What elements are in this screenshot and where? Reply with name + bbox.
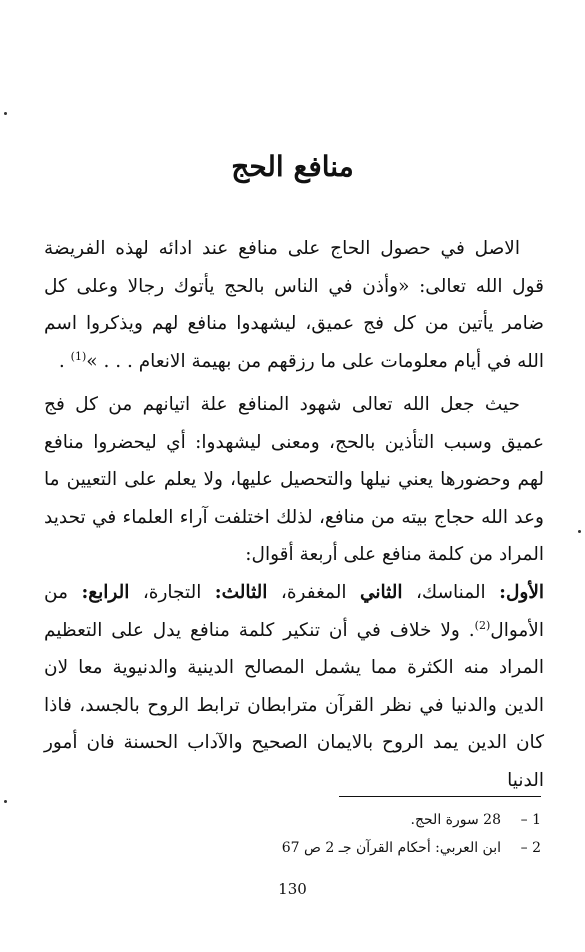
footnote-number: 1 – <box>520 812 541 828</box>
opinion-label-first: الأول: <box>499 582 545 603</box>
opinion-label-third: الثالث: <box>214 582 268 603</box>
opinion-label-fourth: الرابع: <box>81 582 130 603</box>
footnote-text: 28 سورة الحج. <box>410 812 501 828</box>
scan-speck <box>578 530 581 533</box>
footnote-divider <box>339 796 541 797</box>
opinion-text-fourth: من الأموال <box>44 582 544 641</box>
paragraph-opinions <box>44 574 544 799</box>
opinion-label-second: الثاني <box>359 582 403 603</box>
paragraph-end: . <box>58 350 71 372</box>
opinion-text-second: المغفرة، <box>267 582 360 603</box>
footnote-ref-2: (2) <box>474 618 491 632</box>
paragraph-quran-verse <box>44 230 544 380</box>
footnote-item <box>141 834 541 862</box>
opinion-text-third: التجارة، <box>129 582 215 603</box>
page-number: 130 <box>278 880 307 898</box>
footnote-item <box>141 806 541 834</box>
paragraph-explanation: حيث جعل الله تعالى شهود المنافع علة اتيانهم من كل فج عميق وسبب التأذين بالحج، ومعنى ليشهدوا: أي ليحضروا منافع لهم وحضورها يعني نيلها والتحصيل عليها، ولا يعلم على التعيين ما وعد الله حجاج بيته من منافع، لذلك اختلفت آراء العلماء في تحديد المراد من كلمة منافع على أربعة أقوال: <box>44 394 544 565</box>
page-title: منافع الحج <box>231 150 354 183</box>
opinion-text-first: المناسك، <box>402 582 500 603</box>
footnotes <box>141 806 541 862</box>
paragraph-text: الاصل في حصول الحاج على منافع عند ادائه لهذه الفريضة قول الله تعالى: «وأذن في الناس بالحج يأتوك رجالا وعلى كل ضامر يأتين من كل فج عميق، ليشهدوا منافع لهم ويذكروا اسم الله في أيام معلومات على ما رزقهم من بهيمة الانعام . . . » <box>44 238 544 372</box>
scan-speck <box>4 112 7 115</box>
footnote-text: ابن العربي: أحكام القرآن جـ 2 ص 67 <box>281 840 501 856</box>
paragraph-rest: . ولا خلاف في أن تنكير كلمة منافع يدل على التعظيم المراد منه الكثرة مما يشمل المصالح الدينية والدنيوية معا لان الدين والدنيا في نظر القرآن مترابطان ترابط الروح بالجسد، فاذا كان الدين يمد الروح بالايمان الصحيح والآداب الحسنة فان أمور الدنيا <box>44 619 544 791</box>
footnote-number: 2 – <box>520 840 541 856</box>
footnote-ref-1: (1) <box>70 349 87 363</box>
scan-speck <box>4 800 7 803</box>
